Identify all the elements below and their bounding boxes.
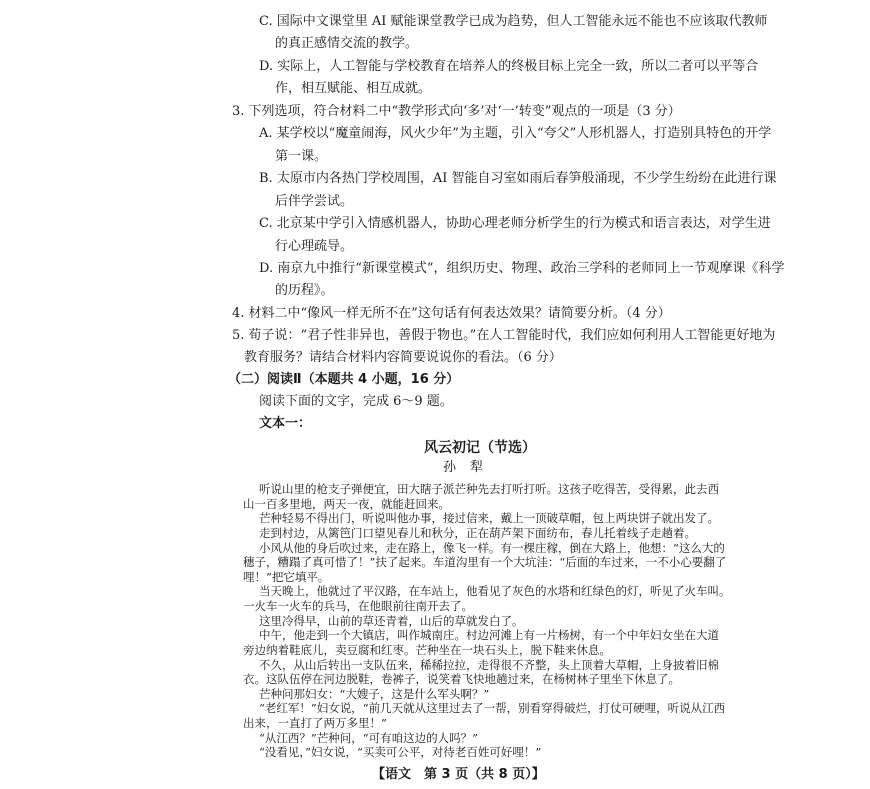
article-line: “没看见，”妇女说，“买卖可公平，对待老百姓可好哩！” [259, 745, 542, 759]
article-line: 芒种问那妇女：“大嫂子，这是什么军头啊？” [259, 687, 490, 701]
q2-option-d-line2: 作，相互赋能、相互成就。 [275, 81, 432, 96]
article-author: 孙犁 [443, 460, 498, 475]
q3-option-a-line1: A. 某学校以“魔童闹海，风火少年”为主题，引入“夸父”人形机器人，打造别具特色的开学 [259, 126, 772, 141]
article-line: 当天晚上，他就过了平汉路，在车站上，他看见了灰色的水塔和红绿色的灯，听见了火车叫。 [259, 584, 731, 598]
article-line: 走到村边，从篱笆门口望见春儿和秋分，正在葫芦架下面纺布，春儿托着线子走趟着。 [259, 526, 696, 540]
text-one-label: 文本一： [259, 416, 312, 431]
article-line: 衣。这队伍停在河边脱鞋，卷裤子，说笑着飞快地趟过来，在杨树林子里坐下休息了。 [243, 672, 680, 686]
q3-option-b-line2: 后伴学尝试。 [275, 194, 354, 209]
q2-option-d-line1: D. 实际上，人工智能与学校教育在培养人的终极目标上完全一致，所以二者可以平等合 [259, 59, 759, 74]
article-line: 哩！”把它填平。 [243, 570, 330, 584]
article-line: 穗子，糟蹋了真可惜了！”扶了起来。车道沟里有一个大坑洼：“后面的车过来，一不小心要翻了 [243, 555, 727, 569]
q5-line2: 教育服务？请结合材料内容简要说说你的看法。（6 分） [244, 350, 562, 365]
article-line: 听说山里的枪支子弹便宜，田大瞎子派芒种先去打听打听。这孩子吃得苦，受得累，此去西 [259, 482, 719, 496]
article-line: 一火车一火车的兵马，在他眼前往南开去了。 [243, 599, 473, 613]
q2-option-c-line1: C. 国际中文课堂里 AI 赋能课堂教学已成为趋势，但人工智能永远不能也不应该取代教师 [259, 14, 768, 29]
q3-option-d-line2: 的历程》。 [275, 283, 334, 298]
article-line: 中午，他走到一个大镇店，叫作城南庄。村边河滩上有一片杨树，有一个中年妇女坐在大道 [259, 628, 719, 642]
article-line: 芒种轻易不得出门，听说叫他办事，接过信来，戴上一顶破草帽，包上两块饼子就出发了。 [259, 511, 719, 525]
q3-option-a-line2: 第一课。 [275, 149, 328, 164]
q3-option-c-line2: 行心理疏导。 [275, 239, 354, 254]
page-footer: 【语文 第 3 页（共 8 页）】 [372, 767, 545, 782]
q2-option-c-line2: 的真正感情交流的教学。 [275, 36, 419, 51]
q3-option-b-line1: B. 太原市内各热门学校周围，AI 智能自习室如雨后春笋般涌现，不少学生纷纷在此进行课 [259, 171, 777, 186]
article-line: 旁边纳着鞋底儿，卖豆腐和红枣。芒种坐在一块石头上，脱下鞋来休息。 [243, 643, 611, 657]
article-line: 不久，从山后转出一支队伍来，稀稀拉拉，走得很不齐整，头上顶着大草帽，上身披着旧棉 [259, 658, 719, 672]
article-line: 山一百多里地，两天一夜，就能赶回来。 [243, 497, 450, 511]
article-line: 这里冷得早，山前的草还青着，山后的草就发白了。 [259, 614, 524, 628]
article-line: “从江西？”芒种问，“可有咱这边的人吗？” [259, 731, 479, 745]
article-line: “老红军！”妇女说，“前几天就从这里过去了一帮，别看穿得破烂，打仗可硬哩，听说从江西 [259, 701, 726, 715]
article-title: 风云初记（节选） [424, 440, 536, 456]
q3-stem: 3. 下列选项，符合材料二中“教学形式向‘多’对‘一’转变”观点的一项是（3 分） [232, 104, 681, 119]
article-line: 出来，一直打了两万多里！” [243, 716, 387, 730]
q3-option-c-line1: C. 北京某中学引入情感机器人，协助心理老师分析学生的行为模式和语言表达，对学生进 [259, 216, 771, 231]
q5-line1: 5. 荀子说：“君子性非异也，善假于物也。”在人工智能时代，我们应如何利用人工智能更好地为 [232, 328, 776, 343]
section2-instruction: 阅读下面的文字，完成 6～9 题。 [259, 394, 453, 409]
q4-stem: 4. 材料二中“像风一样无所不在”这句话有何表达效果？请简要分析。（4 分） [232, 306, 671, 321]
article-line: 小风从他的身后吹过来，走在路上，像飞一样。有一棵庄稼，倒在大路上，他想：“这么大的 [259, 541, 725, 555]
q3-option-d-line1: D. 南京九中推行“新课堂模式”，组织历史、物理、政治三学科的老师同上一节观摩课《科学 [259, 261, 785, 276]
section2-heading: （二）阅读Ⅱ（本题共 4 小题，16 分） [228, 372, 460, 387]
